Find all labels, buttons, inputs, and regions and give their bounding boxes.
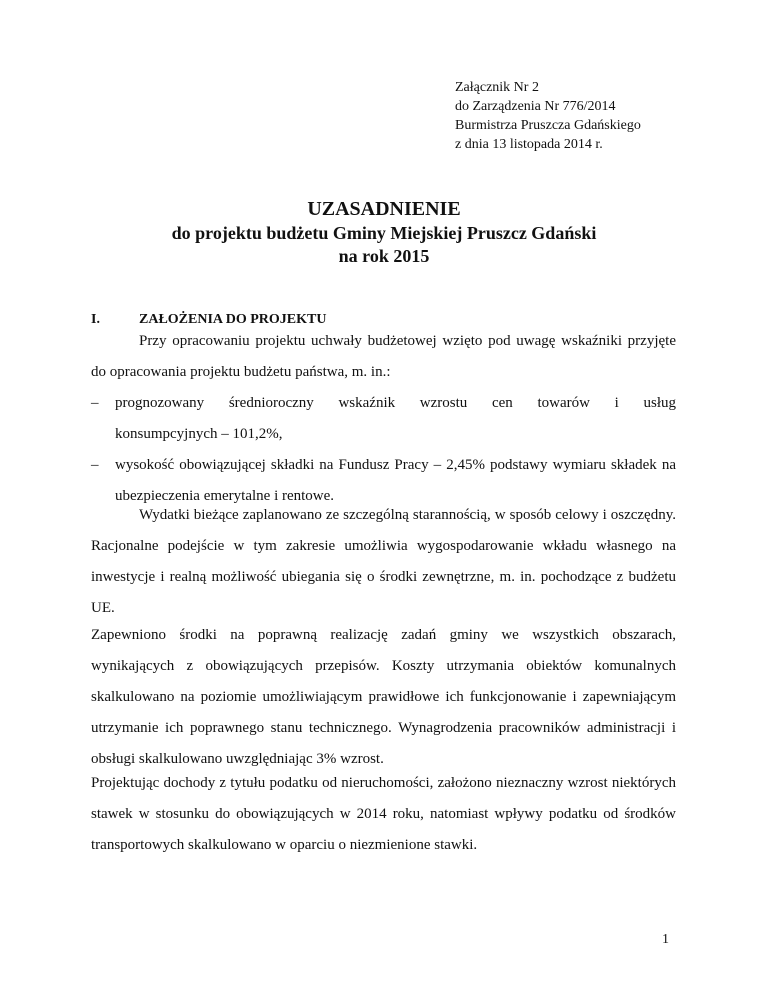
list-dash: – [91,457,99,473]
annex-line-3: Burmistrza Pruszcza Gdańskiego [455,118,641,133]
list-word: i [614,395,619,411]
page-number: 1 [662,932,669,947]
intro-paragraph: Przy opracowaniu projektu uchwały budżetowej wzięto pod uwagę wskaźniki przyjęte do opracowania projektu budżetu państwa, m. in.: [91,333,676,380]
paragraph-funding: Zapewniono środki na poprawną realizację zadań gminy we wszystkich obszarach, wynikających z obowiązujących przepisów. Koszty utrzymania obiektów komunalnych skalkulowano na poziomie umożliwiającym prawidłowe ich funkcjonowanie i zapewniającym utrzymanie ich poprawnego stanu technicznego. Wynagrodzenia pracowników administracji i obsługi skalkulowano uwzględniając 3% wzrost. [91,627,676,767]
list-item-text: wysokość obowiązującej składki na Fundusz Pracy – 2,45% podstawy wymiaru składek na ubezpieczenia emerytalne i rentowe. [115,457,676,504]
list-word: towarów [537,395,590,411]
title-line-2: do projektu budżetu Gminy Miejskiej Pruszcz Gdański [171,223,597,243]
list-word: wzrostu [419,395,468,411]
list-dash: – [91,395,99,411]
list-word: usług [643,395,676,411]
annex-header [455,78,641,154]
list-item [91,388,676,450]
indicator-list [91,388,676,512]
section-number: I. [91,312,100,327]
annex-line-4: z dnia 13 listopada 2014 r. [455,137,603,152]
title-line-3: na rok 2015 [338,246,430,266]
list-word: wskaźnik [338,395,396,411]
document-title [0,197,768,268]
list-word: prognozowany [115,395,205,411]
annex-line-1: Załącznik Nr 2 [455,80,539,95]
list-item-continuation: konsumpcyjnych – 101,2%, [115,426,283,442]
section-title: ZAŁOŻENIA DO PROJEKTU [139,312,327,327]
list-word: cen [491,395,513,411]
paragraph-expenses: Wydatki bieżące zaplanowano ze szczególną starannością, w sposób celowy i oszczędny. Racjonalne podejście w tym zakresie umożliwia wygospodarowanie wkładu własnego na inwestycje i realną możliwość ubiegania się o środki zewnętrzne, m. in. pochodzące z budżetu UE. [91,507,676,616]
title-line-1: UZASADNIENIE [307,198,461,220]
paragraph-income: Projektując dochody z tytułu podatku od nieruchomości, założono nieznaczny wzrost niektórych stawek w stosunku do obowiązujących w 2014 roku, natomiast wpływy podatku od środków transportowych skalkulowano w oparciu o niezmienione stawki. [91,775,676,853]
list-item-first-line [115,388,676,419]
annex-line-2: do Zarządzenia Nr 776/2014 [455,99,616,114]
list-word: średnioroczny [228,395,314,411]
